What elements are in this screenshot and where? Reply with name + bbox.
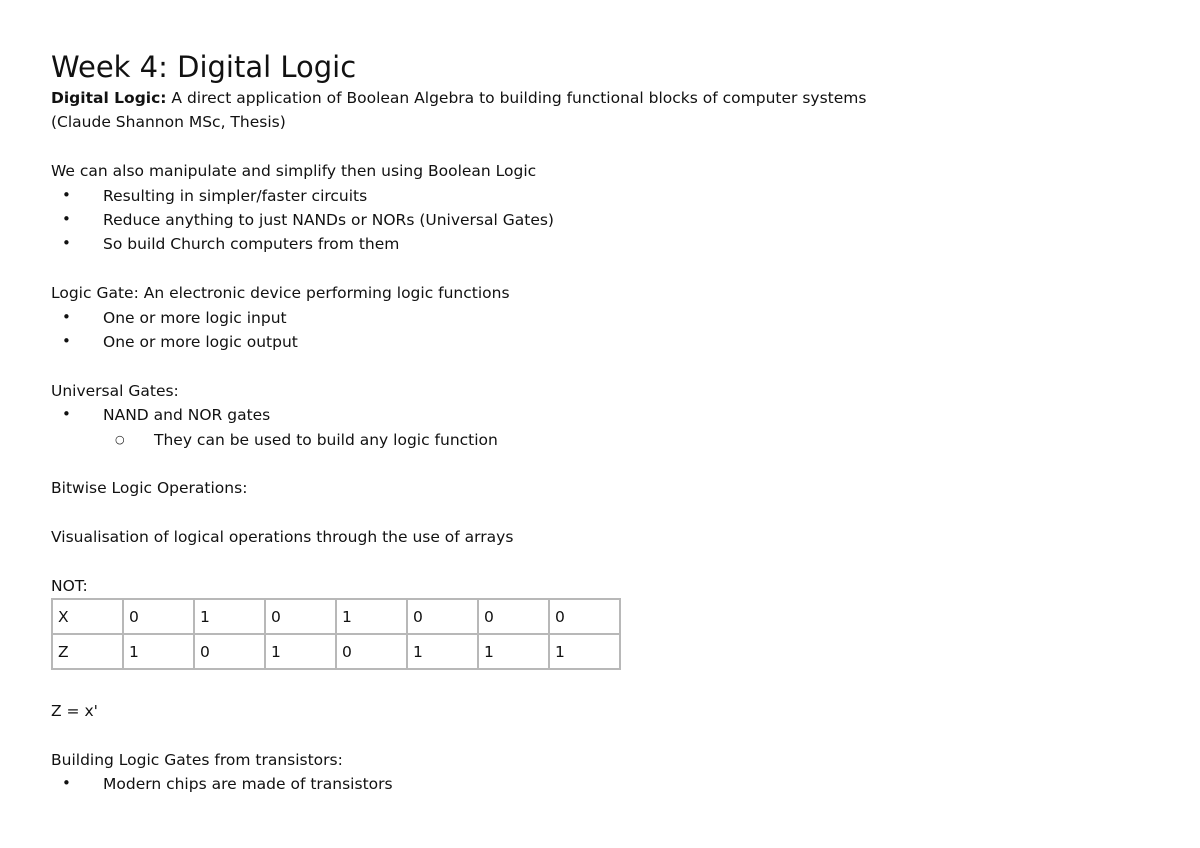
universal-gates-heading: Universal Gates: bbox=[51, 381, 179, 400]
spacer bbox=[51, 452, 1151, 476]
bitwise-heading: Bitwise Logic Operations: bbox=[51, 479, 248, 498]
spacer bbox=[51, 257, 1151, 281]
table-cell: 1 bbox=[123, 634, 194, 669]
table-cell: 1 bbox=[265, 634, 336, 669]
spacer bbox=[51, 674, 1151, 698]
not-truth-table bbox=[51, 598, 621, 670]
table-cell: 1 bbox=[336, 599, 407, 634]
not-formula: Z = x' bbox=[51, 701, 98, 720]
universal-gates-list bbox=[51, 403, 1151, 452]
page-title: Week 4: Digital Logic bbox=[51, 50, 357, 84]
intro-definition-text: A direct application of Boolean Algebra to building functional blocks of computer systems bbox=[166, 89, 867, 107]
transistors-list bbox=[51, 772, 1151, 796]
document-page bbox=[51, 48, 1151, 796]
sub-list-item: ○ They can be used to build any logic function bbox=[51, 428, 1151, 452]
simplify-list bbox=[51, 184, 1151, 257]
table-cell: X bbox=[52, 599, 123, 634]
spacer bbox=[51, 354, 1151, 378]
spacer bbox=[51, 135, 1151, 159]
intro-term: Digital Logic: bbox=[51, 89, 167, 107]
spacer bbox=[51, 550, 1151, 574]
list-item: • Reduce anything to just NANDs or NORs (Universal Gates) bbox=[51, 208, 1151, 232]
spacer bbox=[51, 723, 1151, 747]
intro-definition bbox=[51, 86, 1151, 110]
list-item: • So build Church computers from them bbox=[51, 232, 1151, 256]
table-cell: 0 bbox=[549, 599, 620, 634]
table-cell: 0 bbox=[407, 599, 478, 634]
logic-gate-list bbox=[51, 306, 1151, 355]
list-item: • NAND and NOR gates bbox=[51, 403, 1151, 427]
table-row bbox=[52, 599, 620, 634]
table-cell: 0 bbox=[336, 634, 407, 669]
table-cell: Z bbox=[52, 634, 123, 669]
table-cell: 1 bbox=[194, 599, 265, 634]
transistors-heading: Building Logic Gates from transistors: bbox=[51, 750, 343, 769]
logic-gate-heading: Logic Gate: An electronic device performing logic functions bbox=[51, 284, 510, 303]
table-cell: 0 bbox=[478, 599, 549, 634]
intro-citation: (Claude Shannon MSc, Thesis) bbox=[51, 113, 286, 132]
list-item: • Modern chips are made of transistors bbox=[51, 772, 1151, 796]
visualisation-text: Visualisation of logical operations through the use of arrays bbox=[51, 528, 514, 547]
list-item: • One or more logic input bbox=[51, 306, 1151, 330]
table-cell: 1 bbox=[549, 634, 620, 669]
table-cell: 0 bbox=[123, 599, 194, 634]
not-table-label: NOT: bbox=[51, 577, 88, 596]
table-cell: 1 bbox=[478, 634, 549, 669]
table-cell: 0 bbox=[265, 599, 336, 634]
table-row bbox=[52, 634, 620, 669]
list-item: • Resulting in simpler/faster circuits bbox=[51, 184, 1151, 208]
list-item: • One or more logic output bbox=[51, 330, 1151, 354]
simplify-heading: We can also manipulate and simplify then using Boolean Logic bbox=[51, 162, 537, 181]
table-cell: 1 bbox=[407, 634, 478, 669]
table-cell: 0 bbox=[194, 634, 265, 669]
spacer bbox=[51, 501, 1151, 525]
